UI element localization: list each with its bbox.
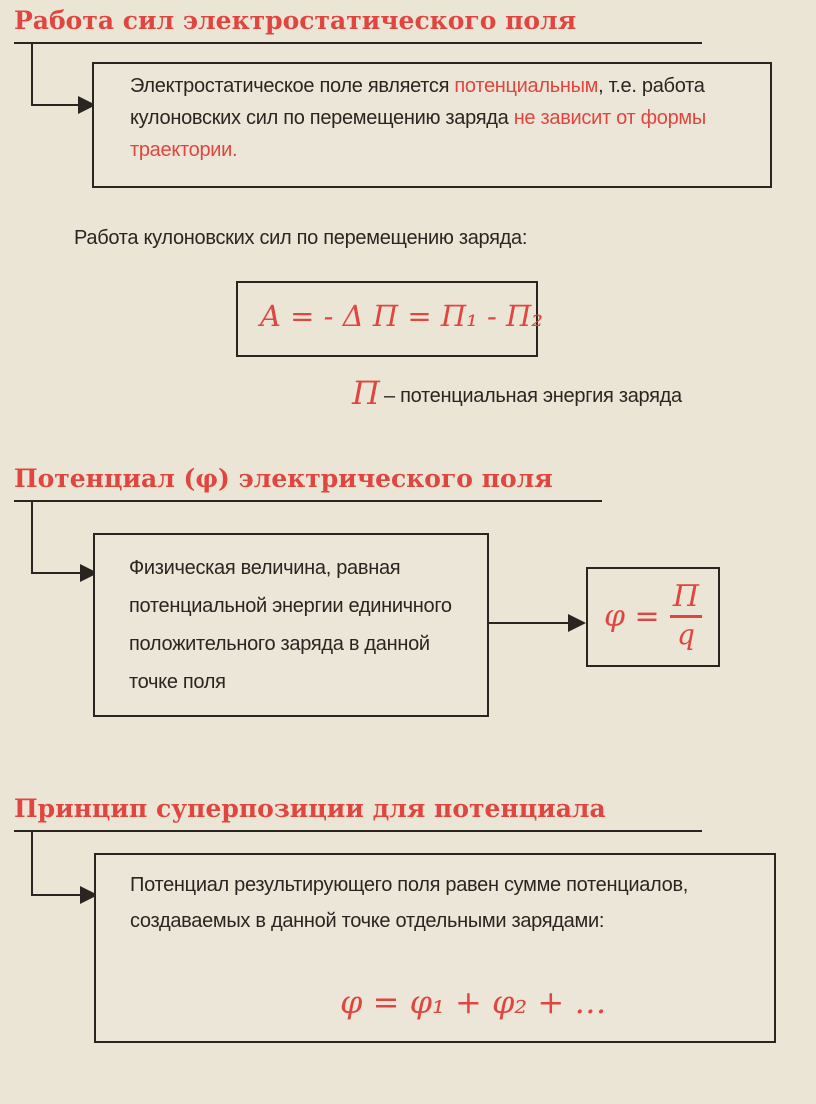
section-2-connector xyxy=(31,500,33,574)
section-1-definition-box xyxy=(92,62,772,188)
potential-formula-fraction xyxy=(670,581,702,650)
section-3-definition-text: Потенциал результирующего поля равен сумме потенциалов, создаваемых в данной точке отдельными зарядами: xyxy=(130,874,689,932)
section-2-formula-arrow-icon xyxy=(568,614,586,632)
work-formula: A = - Δ П = П₁ - П₂ xyxy=(260,299,543,333)
definition-highlight-independence: не зависит от формы траектории. xyxy=(130,107,706,161)
section-1-connector xyxy=(31,42,33,106)
definition-text-part: , т.е. работа кулоновских сил по перемещению заряда xyxy=(130,75,705,129)
section-1-rule xyxy=(14,42,702,44)
section-3-connector xyxy=(31,830,33,896)
section-2-heading: Потенциал (φ) электрического поля xyxy=(14,464,553,493)
section-2-rule xyxy=(14,500,602,502)
definition-to-formula-connector xyxy=(489,622,575,624)
section-1-heading: Работа сил электростатического поля xyxy=(14,6,577,35)
section-3-heading: Принцип суперпозиции для потенциала xyxy=(14,794,606,823)
section-1-definition-text xyxy=(130,70,750,166)
potential-formula-lhs: φ = xyxy=(604,599,660,634)
definition-highlight-potential: потенциальным xyxy=(454,75,599,97)
potential-formula-box xyxy=(586,567,720,667)
work-formula-box xyxy=(236,281,543,357)
potential-energy-legend: – потенциальная энергия заряда xyxy=(384,385,682,407)
superposition-formula: φ = φ₁ + φ₂ + … xyxy=(340,983,607,1021)
potential-formula-numerator: П xyxy=(672,579,700,614)
potential-formula-denominator: q xyxy=(677,618,695,651)
section-2-definition-text: Физическая величина, равная потенциальной энергии единичного положительного заряда в данной точке поля xyxy=(129,557,452,693)
section-2-definition-box xyxy=(93,533,489,717)
section-3-definition-box xyxy=(94,853,776,1043)
section-3-rule xyxy=(14,830,702,832)
definition-text-part: Электростатическое поле является xyxy=(130,75,455,97)
work-caption: Работа кулоновских сил по перемещению заряда: xyxy=(74,227,528,249)
potential-energy-symbol: П xyxy=(352,374,380,412)
